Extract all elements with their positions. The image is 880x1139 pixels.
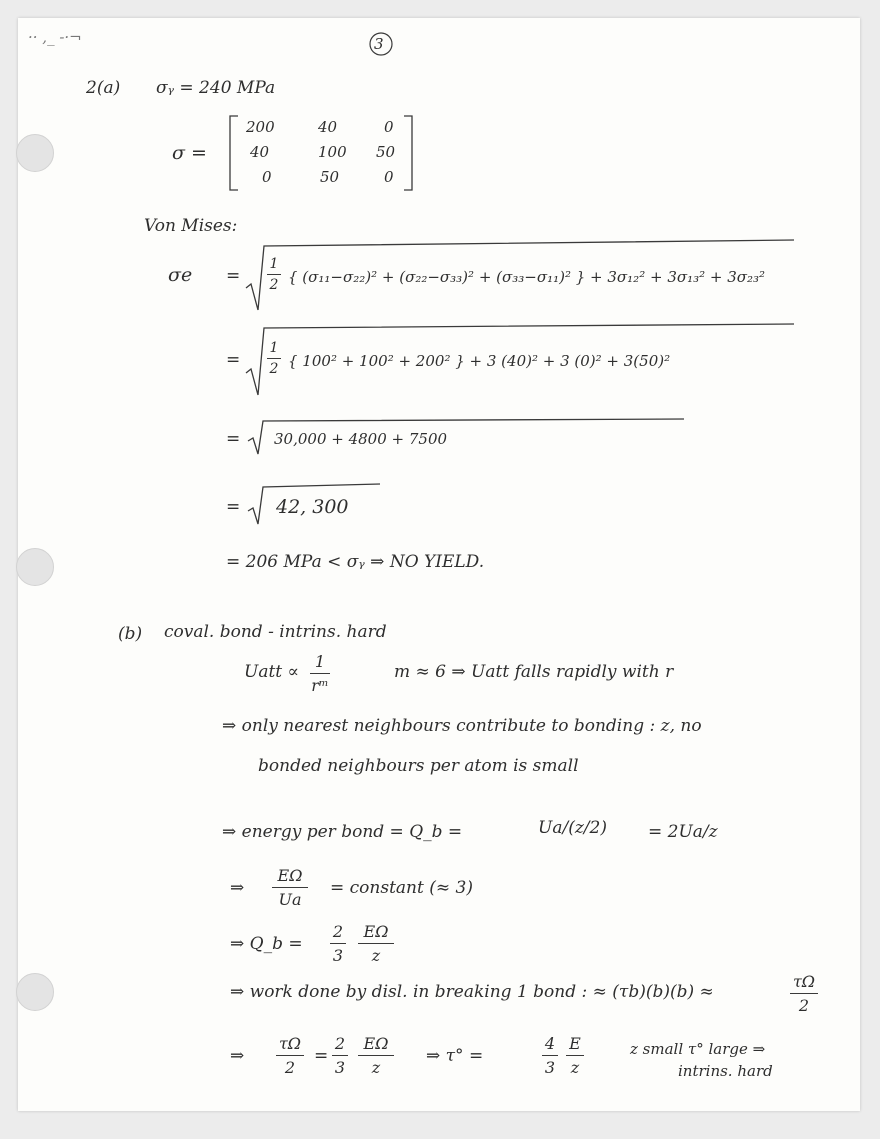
fraction-denominator: 2 <box>798 996 810 1015</box>
fraction-denominator: 3 <box>334 1058 346 1077</box>
substituted-values: { 100² + 100² + 200² } + 3 (40)² + 3 (0)² + 3(50)² <box>288 352 671 370</box>
bond-energy-expression: ⇒ Q_b = <box>230 934 303 954</box>
work-done-fraction <box>790 972 818 1015</box>
fraction-numerator: 1 <box>314 652 326 671</box>
implies-arrow: ⇒ <box>230 1046 245 1066</box>
implies-arrow: ⇒ <box>230 878 245 898</box>
fraction-numerator: 4 <box>544 1034 556 1053</box>
part-a-label: 2(a) <box>86 78 121 98</box>
four-thirds-fraction <box>542 1034 558 1077</box>
fraction-numerator: 2 <box>334 1034 346 1053</box>
fraction-denominator: z <box>570 1058 580 1077</box>
matrix-cell: 0 <box>384 168 394 186</box>
nearest-neighbours-line: ⇒ only nearest neighbours contribute to bonding : z, no <box>222 716 702 736</box>
covalent-bond-line: coval. bond - intrins. hard <box>164 622 387 642</box>
constant-value: = constant (≈ 3) <box>330 878 473 898</box>
fraction-denominator: 3 <box>332 946 344 965</box>
half-fraction: 1 2 <box>267 256 281 293</box>
fraction-denominator: z <box>371 946 381 965</box>
energy-per-bond: ⇒ energy per bond = Q_b = <box>222 822 463 842</box>
punch-hole <box>16 548 54 586</box>
modulus-ratio-fraction <box>272 866 308 909</box>
matrix-cell: 50 <box>320 168 340 186</box>
e-over-z-fraction <box>566 1034 584 1077</box>
von-mises-heading: Von Mises: <box>144 216 238 236</box>
equals-sign: = <box>226 350 241 370</box>
partial-sums: 30,000 + 4800 + 7500 <box>274 430 448 448</box>
matrix-cell: 50 <box>376 143 396 161</box>
inverse-r-fraction <box>310 652 330 695</box>
fraction-numerator: EΩ <box>363 1034 389 1053</box>
result-line: = 206 MPa < σᵧ ⇒ NO YIELD. <box>226 552 485 572</box>
energy-per-bond-result: = 2Ua/z <box>648 822 718 842</box>
part-b-label: (b) <box>118 624 143 644</box>
energy-per-bond-fraction: Ua/(z/2) <box>538 818 607 838</box>
fraction-denominator: 3 <box>544 1058 556 1077</box>
matrix-cell: 0 <box>384 118 394 136</box>
yield-stress: σᵧ = 240 MPa <box>156 78 276 98</box>
half-fraction: 1 2 <box>267 340 281 377</box>
work-done-line: ⇒ work done by disl. in breaking 1 bond : ≈ (τb)(b)(b) ≈ <box>230 982 714 1002</box>
conclusion-note: z small τ° large ⇒ <box>630 1040 766 1058</box>
bonded-neighbours-line: bonded neighbours per atom is small <box>258 756 579 776</box>
ideal-strength-expression: ⇒ τ° = <box>426 1046 484 1066</box>
exponent-note: m ≈ 6 ⇒ Uatt falls rapidly with r <box>394 662 674 682</box>
fraction-denominator: Ua <box>278 890 302 909</box>
effective-stress-label: σe <box>168 264 193 286</box>
fraction-denominator: z <box>371 1058 381 1077</box>
equals-sign: = <box>226 266 241 286</box>
stress-tensor-label: σ = <box>172 142 207 164</box>
equals-sign: = <box>226 497 241 517</box>
modulus-over-z-fraction <box>358 922 394 965</box>
two-thirds-fraction <box>330 922 346 965</box>
fraction-numerator: 2 <box>332 922 344 941</box>
matrix-cell: 0 <box>262 168 272 186</box>
potential-proportionality: Uatt ∝ <box>244 662 300 682</box>
matrix-cell: 200 <box>246 118 275 136</box>
matrix-cell: 40 <box>318 118 338 136</box>
fraction-numerator: τΩ <box>792 972 816 991</box>
fraction-numerator: EΩ <box>363 922 389 941</box>
von-mises-formula: { (σ₁₁−σ₂₂)² + (σ₂₂−σ₃₃)² + (σ₃₃−σ₁₁)² } + 3σ₁₂² + 3σ₁₃² + 3σ₂₃² <box>288 268 766 286</box>
fraction-numerator: EΩ <box>277 866 303 885</box>
modulus-over-z-fraction <box>358 1034 394 1077</box>
matrix-cell: 40 <box>250 143 270 161</box>
fraction-numerator: τΩ <box>278 1034 302 1053</box>
fraction-numerator: E <box>569 1034 581 1053</box>
total-sum: 42, 300 <box>276 496 349 518</box>
equals-sign: = <box>226 429 241 449</box>
page-number: 3 <box>374 35 384 53</box>
two-thirds-fraction <box>332 1034 348 1077</box>
conclusion-note-continued: intrins. hard <box>678 1062 773 1080</box>
fraction-denominator: 2 <box>284 1058 296 1077</box>
matrix-cell: 100 <box>318 143 347 161</box>
equals-sign: = <box>314 1046 329 1066</box>
punch-hole <box>16 973 54 1011</box>
fraction-denominator: rᵐ <box>311 676 329 695</box>
corner-mark: ·· ,_ -·¬ <box>28 28 82 46</box>
punch-hole <box>16 134 54 172</box>
handwritten-page <box>18 18 860 1111</box>
work-fraction <box>276 1034 304 1077</box>
